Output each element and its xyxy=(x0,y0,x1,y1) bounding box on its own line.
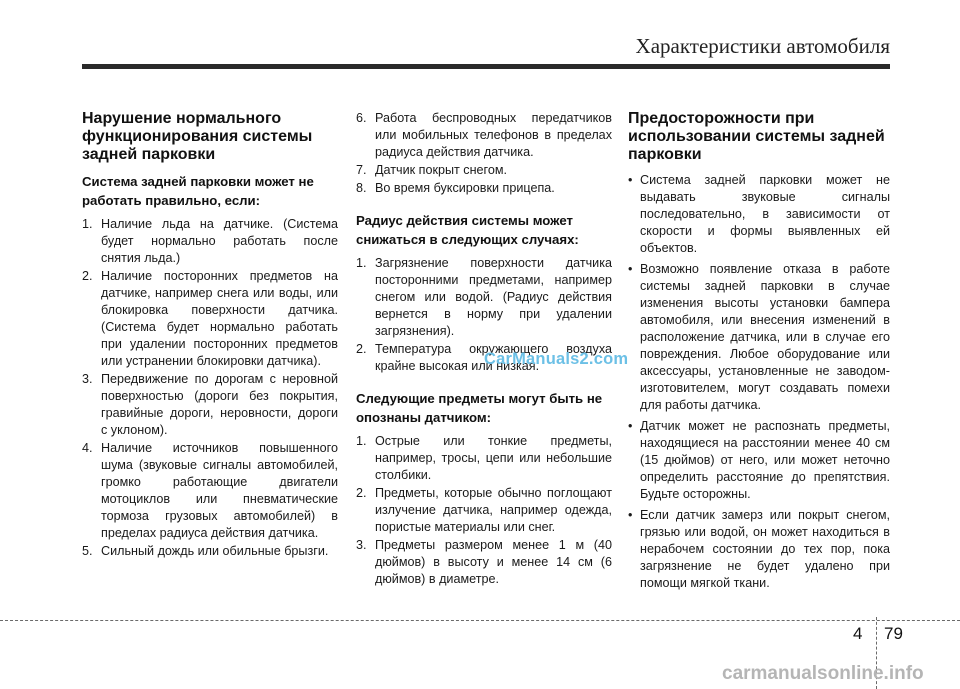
list-item: 1. Острые или тонкие предметы, например, тросы, цепи или небольшие столбики. xyxy=(356,434,612,482)
bullet-icon: • xyxy=(628,173,633,187)
list-item: • Если датчик замерз или покрыт снегом, грязью или водой, он может находиться в нерабочем состоянии до тех пор, пока загрязнение не будет удалено при помощи мягкой ткани. xyxy=(628,508,890,590)
list-item: 1. Загрязнение поверхности датчика посторонними предметами, например снегом или водой. (Радиус действия вернется в норму при удалении загрязнения). xyxy=(356,256,612,338)
list-item: 7. Датчик покрыт снегом. xyxy=(356,163,508,177)
objects-heading: Следующие предметы могут быть не опознаны датчиком: xyxy=(356,391,603,425)
list-item: 3. Передвижение по дорогам с неровной поверхностью (дороги без покрытия, гравийные дороги, неровности, дороги с уклоном). xyxy=(82,372,338,437)
column-right xyxy=(628,110,890,596)
footer-divider xyxy=(0,620,960,621)
column-left xyxy=(82,110,338,574)
radius-heading: Радиус действия системы может снижаться в следующих случаях: xyxy=(356,213,579,247)
bullet-icon: • xyxy=(628,262,633,276)
list-item: 3. Предметы размером менее 1 м (40 дюймов) в высоту и менее 14 см (6 дюймов) в диаметре. xyxy=(356,538,612,586)
list-item: 5. Сильный дождь или обильные брызги. xyxy=(82,544,329,558)
malfunction-list xyxy=(82,216,338,560)
malfunction-list-continued xyxy=(356,110,612,197)
precautions-list xyxy=(628,172,890,592)
list-item: • Возможно появление отказа в работе системы задней парковки в случае изменения высоты установки бампера автомобиля, или внесения изменений в расположение датчика, или в случае его повреждения. Любое оборудование или аксессуары, установленные не заводом-изготовителем, могут создавать помехи для работы датчика. xyxy=(628,262,890,412)
bullet-icon: • xyxy=(628,419,633,433)
site-watermark[interactable]: carmanualsonline.info xyxy=(722,663,924,684)
list-item: 1. Наличие льда на датчике. (Система будет нормально работать после снятия льда.) xyxy=(82,217,338,265)
list-item: 4. Наличие источников повышенного шума (звуковые сигналы автомобилей, громко работающие двигатели мотоциклов или пневматические тормоза грузовых автомобилей) в пределах радиуса действия датчика. xyxy=(82,441,338,540)
page-number: 79 xyxy=(884,624,903,643)
watermark-text: CarManuals2.com xyxy=(484,350,629,368)
bullet-icon: • xyxy=(628,508,633,522)
objects-list xyxy=(356,433,612,588)
list-item: 2. Предметы, которые обычно поглощают излучение датчика, например одежда, пористые материалы или снег. xyxy=(356,486,612,534)
list-item: 2. Температура окружающего воздуха крайне высокая или низкая. xyxy=(356,342,612,373)
list-item: 6. Работа беспроводных передатчиков или мобильных телефонов в пределах радиуса действия датчика. xyxy=(356,111,612,159)
header-rule xyxy=(82,64,890,69)
list-item: 2. Наличие посторонних предметов на датчике, например снега или воды, или блокировка поверхности датчика. (Система будет нормально работать при удалении посторонних предметов или устранении блокировки датчика). xyxy=(82,269,338,368)
list-item: 8. Во время буксировки прицепа. xyxy=(356,181,555,195)
section-title: Характеристики автомобиля xyxy=(635,34,890,58)
precautions-heading: Предосторожности при использовании системы задней парковки xyxy=(628,110,885,163)
malfunction-subheading: Система задней парковки может не работать правильно, если: xyxy=(82,174,314,208)
malfunction-heading: Нарушение нормального функционирования системы задней парковки xyxy=(82,110,313,163)
list-item: • Датчик может не распознать предметы, находящиеся на расстоянии менее 40 см (15 дюймов) от него, или может неточно определить расстояние до препятствия. Будьте осторожны. xyxy=(628,419,890,501)
list-item: • Система задней парковки может не выдавать звуковые сигналы последовательно, в зависимости от скорости и формы выявленных ей объектов. xyxy=(628,173,890,255)
chapter-number: 4 xyxy=(853,624,863,643)
